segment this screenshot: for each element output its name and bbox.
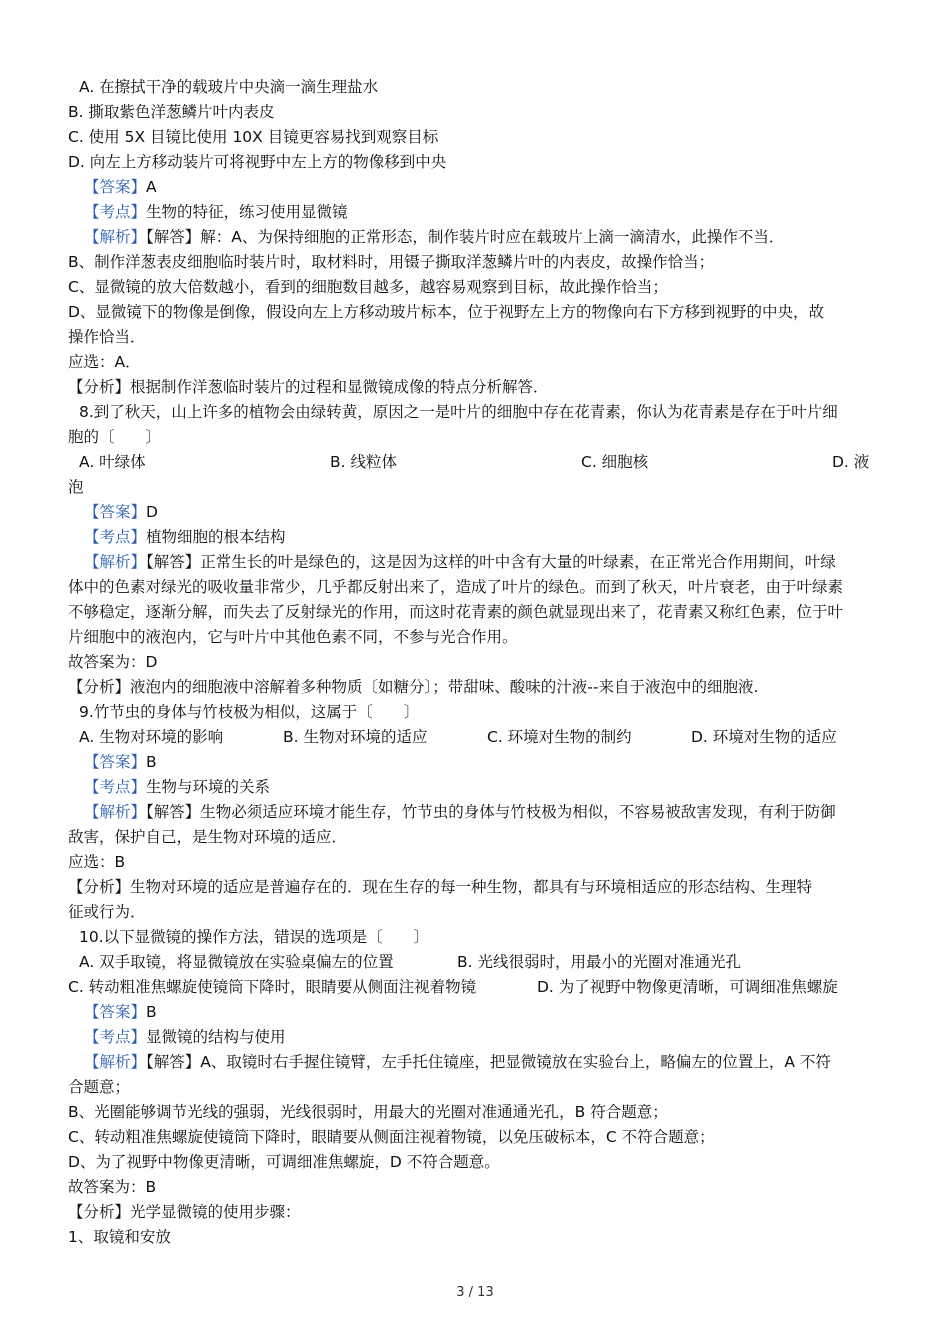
paragraph-line: 1、取镜和安放 [68, 1228, 171, 1246]
paragraph-line: C、显微镜的放大倍数越小，看到的细胞数目越多，越容易观察到目标，故此操作恰当； [68, 278, 668, 296]
q8-point [84, 527, 904, 547]
q8-option-b: B. 线粒体 [330, 453, 397, 471]
paragraph-line: 操作恰当． [68, 328, 146, 346]
q8-analysis [84, 552, 904, 572]
q7-option-a: A. 在擦拭干净的载玻片中央滴一滴生理盐水 [79, 78, 379, 96]
q10-stem: 10.以下显微镜的操作方法，错误的选项是〔 〕 [79, 928, 430, 946]
q10-option-c: C. 转动粗准焦螺旋使镜筒下降时，眼睛要从侧面注视着物镜 [68, 978, 477, 996]
paragraph-line: 【分析】光学显微镜的使用步骤： [68, 1203, 301, 1221]
q10-analysis [84, 1052, 904, 1072]
q8-option-a: A. 叶绿体 [79, 453, 146, 471]
analysis-tag: 【解析】 [84, 228, 147, 246]
analysis-text: 【解答】解：A、为保持细胞的正常形态，制作装片时应在载玻片上滴一滴清水，此操作不当． [146, 228, 785, 246]
paragraph-line: 合题意； [68, 1078, 131, 1096]
q9-stem: 9.竹节虫的身体与竹枝极为相似，这属于〔 〕 [79, 703, 420, 721]
paragraph-line: 故答案为：D [68, 653, 158, 671]
point-tag: 【考点】 [84, 528, 147, 546]
q9-point [84, 777, 904, 797]
q8-stem: 8.到了秋天，山上许多的植物会由绿转黄，原因之一是叶片的细胞中存在花青素，你认为花青素是存在于叶片细 [79, 403, 838, 421]
q9-option-b: B. 生物对环境的适应 [283, 728, 428, 746]
q10-option-b: B. 光线很弱时，用最小的光圈对准通光孔 [457, 953, 741, 971]
q7-option-b: B. 撕取紫色洋葱鳞片叶内表皮 [68, 103, 275, 121]
answer-tag: 【答案】 [84, 503, 147, 521]
answer-tag: 【答案】 [84, 178, 147, 196]
answer-text: B [146, 753, 157, 771]
analysis-tag: 【解析】 [84, 803, 147, 821]
paragraph-line: B、制作洋葱表皮细胞临时装片时，取材料时，用镊子撕取洋葱鳞片叶的内表皮，故操作恰当； [68, 253, 715, 271]
q8-option-c: C. 细胞核 [581, 453, 649, 471]
page-number: 3 / 13 [456, 1285, 494, 1300]
point-text: 显微镜的结构与使用 [146, 1028, 286, 1046]
point-tag: 【考点】 [84, 1028, 147, 1046]
point-text: 生物的特征，练习使用显微镜 [146, 203, 348, 221]
q9-analysis [84, 802, 904, 822]
q9-answer [84, 752, 904, 772]
paragraph-line: 敌害，保护自己，是生物对环境的适应． [68, 828, 348, 846]
point-text: 植物细胞的根本结构 [146, 528, 286, 546]
q10-option-a: A. 双手取镜，将显微镜放在实验桌偏左的位置 [79, 953, 394, 971]
paragraph-line: 体中的色素对绿光的吸收量非常少，几乎都反射出来了，造成了叶片的绿色。而到了秋天，叶片衰老，由于叶绿素 [68, 578, 844, 596]
paragraph-line: 应选：A． [68, 353, 141, 371]
point-text: 生物与环境的关系 [146, 778, 271, 796]
q9-option-a: A. 生物对环境的影响 [79, 728, 224, 746]
paragraph-line: D、显微镜下的物像是倒像，假设向左上方移动玻片标本，位于视野左上方的物像向右下方移到视野的中央，故 [68, 303, 824, 321]
paragraph-line: B、光圈能够调节光线的强弱，光线很弱时，用最大的光圈对准通通光孔，B 符合题意； [68, 1103, 668, 1121]
analysis-text: 【解答】正常生长的叶是绿色的，这是因为这样的叶中含有大量的叶绿素，在正常光合作用期间，叶绿 [146, 553, 836, 571]
paragraph-line: D、为了视野中物像更清晰，可调细准焦螺旋，D 不符合题意。 [68, 1153, 500, 1171]
answer-text: B [146, 1003, 157, 1021]
paragraph-line: 征或行为． [68, 903, 146, 921]
analysis-text: 【解答】A、取镜时右手握住镜臂，左手托住镜座，把显微镜放在实验台上，略偏左的位置上，A 不符 [146, 1053, 831, 1071]
q7-option-c: C. 使用 5X 目镜比使用 10X 目镜更容易找到观察目标 [68, 128, 439, 146]
paragraph-line: 故答案为：B [68, 1178, 157, 1196]
answer-text: D [146, 503, 158, 521]
paragraph-line: 不够稳定，逐渐分解，而失去了反射绿光的作用，而这时花青素的颜色就显现出来了，花青素又称红色素，位于叶 [68, 603, 844, 621]
q8-answer [84, 502, 904, 522]
q10-option-d: D. 为了视野中物像更清晰，可调细准焦螺旋 [537, 978, 838, 996]
q7-option-d: D. 向左上方移动装片可将视野中左上方的物像移到中央 [68, 153, 447, 171]
q7-answer [84, 177, 904, 197]
answer-text: A [146, 178, 157, 196]
analysis-text: 【解答】生物必须适应环境才能生存，竹节虫的身体与竹枝极为相似，不容易被敌害发现，有利于防御 [146, 803, 836, 821]
answer-tag: 【答案】 [84, 753, 147, 771]
q9-option-c: C. 环境对生物的制约 [487, 728, 632, 746]
paragraph-line: 【分析】生物对环境的适应是普遍存在的．现在生存的每一种生物，都具有与环境相适应的形态结构、生理特 [68, 878, 813, 896]
paragraph-line: 【分析】根据制作洋葱临时装片的过程和显微镜成像的特点分析解答． [68, 378, 549, 396]
analysis-tag: 【解析】 [84, 1053, 147, 1071]
point-tag: 【考点】 [84, 203, 147, 221]
paragraph-line: C、转动粗准焦螺旋使镜筒下降时，眼睛要从侧面注视着物镜，以免压破标本，C 不符合题意； [68, 1128, 715, 1146]
q7-point [84, 202, 904, 222]
q9-option-d: D. 环境对生物的适应 [691, 728, 837, 746]
q8-option-d: D. 液 [832, 453, 870, 471]
q7-analysis [84, 227, 904, 247]
point-tag: 【考点】 [84, 778, 147, 796]
analysis-tag: 【解析】 [84, 553, 147, 571]
paragraph-line: 【分析】液泡内的细胞液中溶解着多种物质〔如糖分〕；带甜味、酸味的汁液--来自于液泡中的细胞液. [68, 678, 759, 696]
q10-point [84, 1027, 904, 1047]
paragraph-line: 片细胞中的液泡内，它与叶片中其他色素不同，不参与光合作用。 [68, 628, 518, 646]
answer-tag: 【答案】 [84, 1003, 147, 1021]
q8-option-d-cont: 泡 [68, 478, 84, 496]
paragraph-line: 应选：B [68, 853, 126, 871]
q10-answer [84, 1002, 904, 1022]
q8-stem-cont: 胞的〔 〕 [68, 428, 162, 446]
